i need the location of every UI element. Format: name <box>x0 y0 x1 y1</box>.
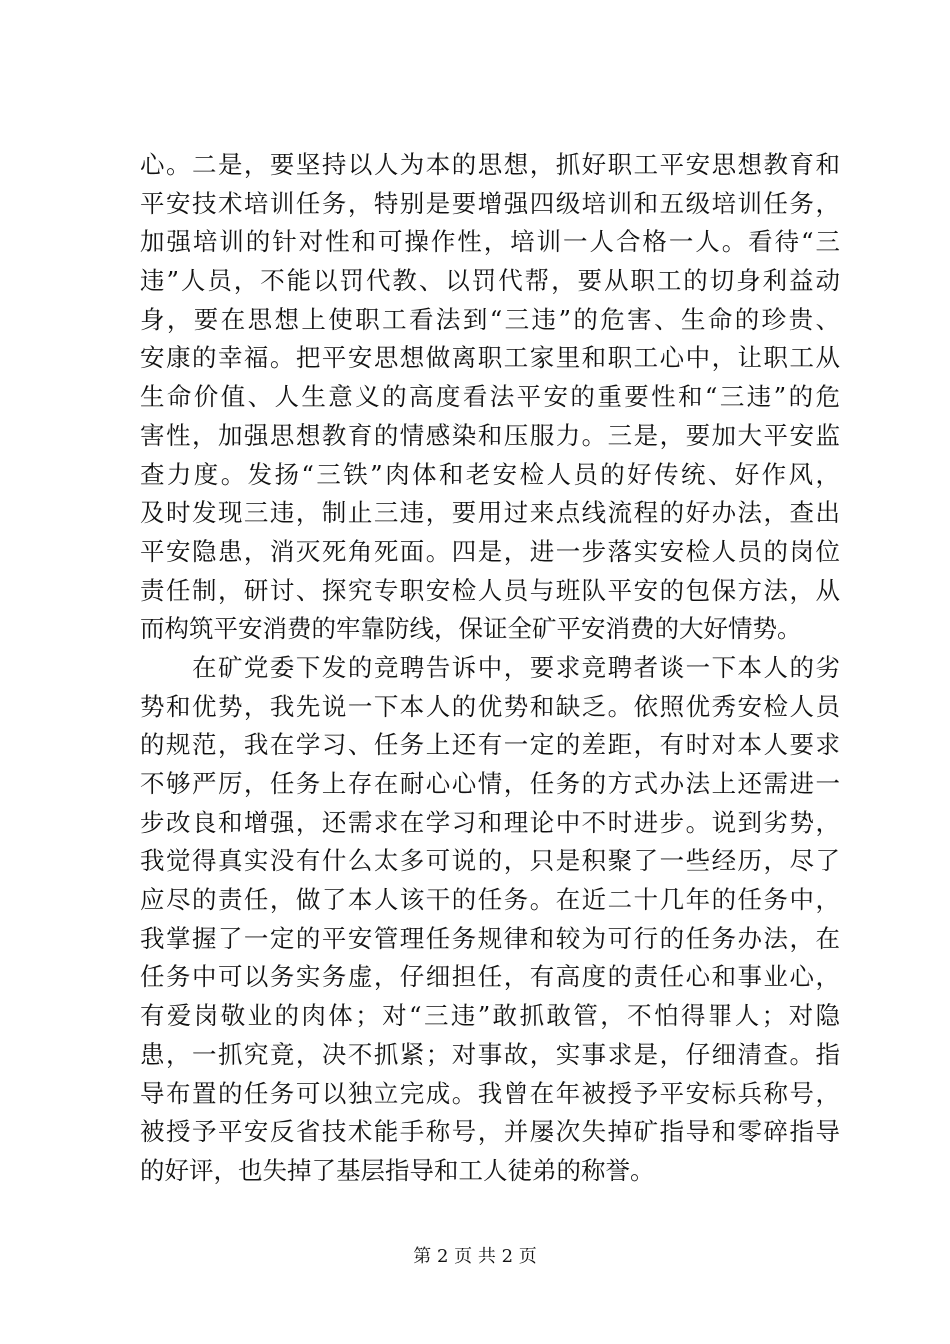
text-line: 导布置的任务可以独立完成。我曾在年被授予平安标兵称号， <box>140 1078 840 1108</box>
text-line: 平安技术培训任务，特别是要增强四级培训和五级培训任务， <box>140 188 840 218</box>
document-body <box>140 146 840 1191</box>
text-line: 而构筑平安消费的牢靠防线，保证全矿平安消费的大好情势。 <box>140 614 802 644</box>
page-footer: 第 2 页 共 2 页 <box>413 1246 537 1267</box>
text-line: 在矿党委下发的竞聘告诉中，要求竞聘者谈一下本人的劣 <box>140 652 840 682</box>
text-line: 势和优势，我先说一下本人的优势和缺乏。依照优秀安检人员 <box>140 691 840 721</box>
text-line: 查力度。发扬“三铁”肉体和老安检人员的好传统、好作风， <box>140 459 840 489</box>
text-line: 的好评，也失掉了基层指导和工人徒弟的称誉。 <box>140 1155 655 1185</box>
text-line: 任务中可以务实务虚，仔细担任，有高度的责任心和事业心， <box>140 962 840 992</box>
text-line: 身，要在思想上使职工看法到“三违”的危害、生命的珍贵、 <box>140 304 840 334</box>
text-line: 我掌握了一定的平安管理任务规律和较为可行的任务办法，在 <box>140 923 840 953</box>
text-line: 生命价值、人生意义的高度看法平安的重要性和“三违”的危 <box>140 382 840 412</box>
text-line: 加强培训的针对性和可操作性，培训一人合格一人。看待“三 <box>140 227 840 257</box>
text-line: 及时发现三违，制止三违，要用过来点线流程的好办法，查出 <box>140 498 840 528</box>
text-line: 的规范，我在学习、任务上还有一定的差距，有时对本人要求 <box>140 730 840 760</box>
text-line: 害性，加强思想教育的情感染和压服力。三是，要加大平安监 <box>140 420 840 450</box>
text-line: 违”人员，不能以罚代教、以罚代帮，要从职工的切身利益动 <box>140 266 840 296</box>
text-line: 有爱岗敬业的肉体；对“三违”敢抓敢管，不怕得罪人；对隐 <box>140 1001 840 1031</box>
text-line: 患，一抓究竟，决不抓紧；对事故，实事求是，仔细清查。指 <box>140 1039 840 1069</box>
text-line: 平安隐患，消灭死角死面。四是，进一步落实安检人员的岗位 <box>140 536 840 566</box>
text-line: 不够严厉，任务上存在耐心心情，任务的方式办法上还需进一 <box>140 769 840 798</box>
text-line: 被授予平安反省技术能手称号，并屡次失掉矿指导和零碎指导 <box>140 1117 840 1147</box>
paragraph-2 <box>140 649 840 1191</box>
paragraph-1 <box>140 146 840 649</box>
text-line: 步改良和增强，还需求在学习和理论中不时进步。说到劣势， <box>140 807 840 837</box>
text-line: 安康的幸福。把平安思想做离职工家里和职工心中，让职工从 <box>140 343 840 373</box>
text-line: 我觉得真实没有什么太多可说的，只是积聚了一些经历，尽了 <box>140 846 840 876</box>
text-line: 责任制，研讨、探究专职安检人员与班队平安的包保方法，从 <box>140 575 840 605</box>
text-line: 心。二是，要坚持以人为本的思想，抓好职工平安思想教育和 <box>140 150 840 179</box>
text-line: 应尽的责任，做了本人该干的任务。在近二十几年的任务中， <box>140 885 840 915</box>
